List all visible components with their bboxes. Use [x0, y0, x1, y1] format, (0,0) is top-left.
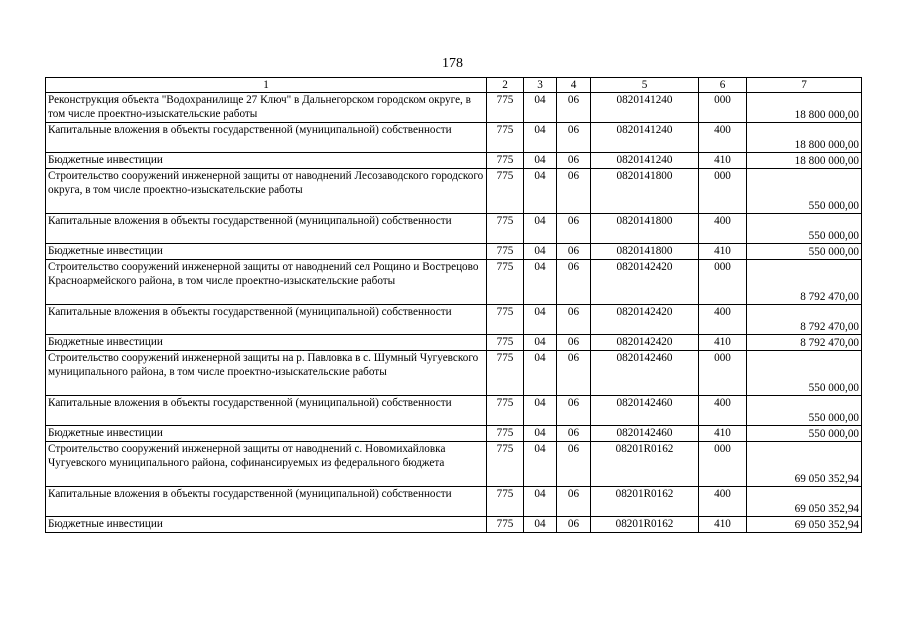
row-name: Строительство сооружений инженерной защиты на р. Павловка в с. Шумный Чугуевского муниципального района, в том числе проектно-изыскательские работы: [46, 351, 487, 396]
row-name: Строительство сооружений инженерной защиты от наводнений сел Рощино и Вострецово Красноармейского района, в том числе проектно-изыскательские работы: [46, 260, 487, 305]
row-name: Строительство сооружений инженерной защиты от наводнений с. Новомихайловка Чугуевского муниципального района, софинансируемых из федерального бюджета: [46, 442, 487, 487]
budget-table: [45, 77, 862, 533]
row-subsection-code: 06: [557, 442, 591, 487]
row-target-code: 0820141800: [591, 214, 699, 244]
row-amount: 69 050 352,94: [747, 517, 862, 533]
row-section-code: 04: [524, 260, 557, 305]
table-row: [46, 396, 862, 426]
row-subsection-code: 06: [557, 260, 591, 305]
row-section-code: 04: [524, 93, 557, 123]
row-ministry-code: 775: [487, 335, 524, 351]
row-name: Реконструкция объекта "Водохранилище 27 Ключ" в Дальнегорском городском округе, в том числе проектно-изыскательские работы: [46, 93, 487, 123]
row-section-code: 04: [524, 305, 557, 335]
row-expense-type-code: 000: [699, 351, 747, 396]
header-col-1: 1: [46, 78, 487, 93]
row-ministry-code: 775: [487, 517, 524, 533]
row-section-code: 04: [524, 442, 557, 487]
table-row: [46, 214, 862, 244]
row-subsection-code: 06: [557, 169, 591, 214]
row-section-code: 04: [524, 214, 557, 244]
row-name: Бюджетные инвестиции: [46, 244, 487, 260]
header-col-5: 5: [591, 78, 699, 93]
row-section-code: 04: [524, 123, 557, 153]
row-expense-type-code: 400: [699, 396, 747, 426]
row-ministry-code: 775: [487, 214, 524, 244]
row-subsection-code: 06: [557, 214, 591, 244]
row-subsection-code: 06: [557, 335, 591, 351]
table-row: [46, 93, 862, 123]
row-section-code: 04: [524, 517, 557, 533]
row-subsection-code: 06: [557, 153, 591, 169]
row-ministry-code: 775: [487, 396, 524, 426]
table-header-row: [46, 78, 862, 93]
row-target-code: 08201R0162: [591, 442, 699, 487]
row-section-code: 04: [524, 426, 557, 442]
row-target-code: 0820141800: [591, 244, 699, 260]
table-row: [46, 351, 862, 396]
row-expense-type-code: 400: [699, 214, 747, 244]
row-target-code: 0820142460: [591, 351, 699, 396]
table-row: [46, 153, 862, 169]
row-amount: 550 000,00: [747, 169, 862, 214]
row-target-code: 0820142420: [591, 260, 699, 305]
row-ministry-code: 775: [487, 169, 524, 214]
row-section-code: 04: [524, 396, 557, 426]
row-subsection-code: 06: [557, 93, 591, 123]
row-expense-type-code: 400: [699, 487, 747, 517]
row-section-code: 04: [524, 487, 557, 517]
row-amount: 550 000,00: [747, 426, 862, 442]
row-subsection-code: 06: [557, 123, 591, 153]
row-name: Капитальные вложения в объекты государственной (муниципальной) собственности: [46, 487, 487, 517]
row-target-code: 0820142420: [591, 335, 699, 351]
row-subsection-code: 06: [557, 487, 591, 517]
header-col-2: 2: [487, 78, 524, 93]
row-ministry-code: 775: [487, 244, 524, 260]
row-ministry-code: 775: [487, 260, 524, 305]
header-col-6: 6: [699, 78, 747, 93]
row-subsection-code: 06: [557, 517, 591, 533]
row-target-code: 0820142460: [591, 426, 699, 442]
table-row: [46, 517, 862, 533]
row-expense-type-code: 410: [699, 517, 747, 533]
row-name: Капитальные вложения в объекты государственной (муниципальной) собственности: [46, 214, 487, 244]
row-amount: 550 000,00: [747, 214, 862, 244]
row-expense-type-code: 000: [699, 442, 747, 487]
row-expense-type-code: 410: [699, 426, 747, 442]
row-expense-type-code: 400: [699, 305, 747, 335]
row-amount: 8 792 470,00: [747, 335, 862, 351]
row-expense-type-code: 410: [699, 335, 747, 351]
row-section-code: 04: [524, 169, 557, 214]
row-section-code: 04: [524, 335, 557, 351]
row-subsection-code: 06: [557, 396, 591, 426]
row-section-code: 04: [524, 153, 557, 169]
page-number: 178: [442, 56, 463, 71]
row-expense-type-code: 400: [699, 123, 747, 153]
table-row: [46, 244, 862, 260]
row-amount: 18 800 000,00: [747, 123, 862, 153]
row-ministry-code: 775: [487, 426, 524, 442]
row-name: Бюджетные инвестиции: [46, 153, 487, 169]
table-row: [46, 305, 862, 335]
table-row: [46, 426, 862, 442]
table-row: [46, 169, 862, 214]
row-subsection-code: 06: [557, 426, 591, 442]
row-ministry-code: 775: [487, 305, 524, 335]
header-col-7: 7: [747, 78, 862, 93]
header-col-3: 3: [524, 78, 557, 93]
row-name: Строительство сооружений инженерной защиты от наводнений Лесозаводского городского округа, в том числе проектно-изыскательские работы: [46, 169, 487, 214]
row-target-code: 0820142420: [591, 305, 699, 335]
row-ministry-code: 775: [487, 487, 524, 517]
row-ministry-code: 775: [487, 123, 524, 153]
row-section-code: 04: [524, 244, 557, 260]
row-amount: 18 800 000,00: [747, 93, 862, 123]
row-name: Капитальные вложения в объекты государственной (муниципальной) собственности: [46, 305, 487, 335]
row-ministry-code: 775: [487, 351, 524, 396]
row-amount: 69 050 352,94: [747, 442, 862, 487]
row-target-code: 08201R0162: [591, 487, 699, 517]
row-amount: 8 792 470,00: [747, 305, 862, 335]
row-expense-type-code: 410: [699, 153, 747, 169]
row-section-code: 04: [524, 351, 557, 396]
row-name: Бюджетные инвестиции: [46, 335, 487, 351]
row-expense-type-code: 410: [699, 244, 747, 260]
table-row: [46, 123, 862, 153]
row-target-code: 0820141240: [591, 93, 699, 123]
row-subsection-code: 06: [557, 244, 591, 260]
header-col-4: 4: [557, 78, 591, 93]
row-amount: 550 000,00: [747, 396, 862, 426]
row-subsection-code: 06: [557, 351, 591, 396]
row-amount: 69 050 352,94: [747, 487, 862, 517]
row-amount: 8 792 470,00: [747, 260, 862, 305]
row-amount: 18 800 000,00: [747, 153, 862, 169]
row-expense-type-code: 000: [699, 93, 747, 123]
row-target-code: 0820141800: [591, 169, 699, 214]
row-target-code: 0820141240: [591, 153, 699, 169]
row-name: Капитальные вложения в объекты государственной (муниципальной) собственности: [46, 396, 487, 426]
row-target-code: 08201R0162: [591, 517, 699, 533]
row-target-code: 0820142460: [591, 396, 699, 426]
row-name: Бюджетные инвестиции: [46, 517, 487, 533]
row-subsection-code: 06: [557, 305, 591, 335]
row-expense-type-code: 000: [699, 260, 747, 305]
row-expense-type-code: 000: [699, 169, 747, 214]
row-amount: 550 000,00: [747, 244, 862, 260]
row-ministry-code: 775: [487, 153, 524, 169]
row-target-code: 0820141240: [591, 123, 699, 153]
row-name: Капитальные вложения в объекты государственной (муниципальной) собственности: [46, 123, 487, 153]
row-amount: 550 000,00: [747, 351, 862, 396]
table-row: [46, 260, 862, 305]
table-row: [46, 487, 862, 517]
row-name: Бюджетные инвестиции: [46, 426, 487, 442]
table-row: [46, 442, 862, 487]
table-row: [46, 335, 862, 351]
row-ministry-code: 775: [487, 93, 524, 123]
row-ministry-code: 775: [487, 442, 524, 487]
